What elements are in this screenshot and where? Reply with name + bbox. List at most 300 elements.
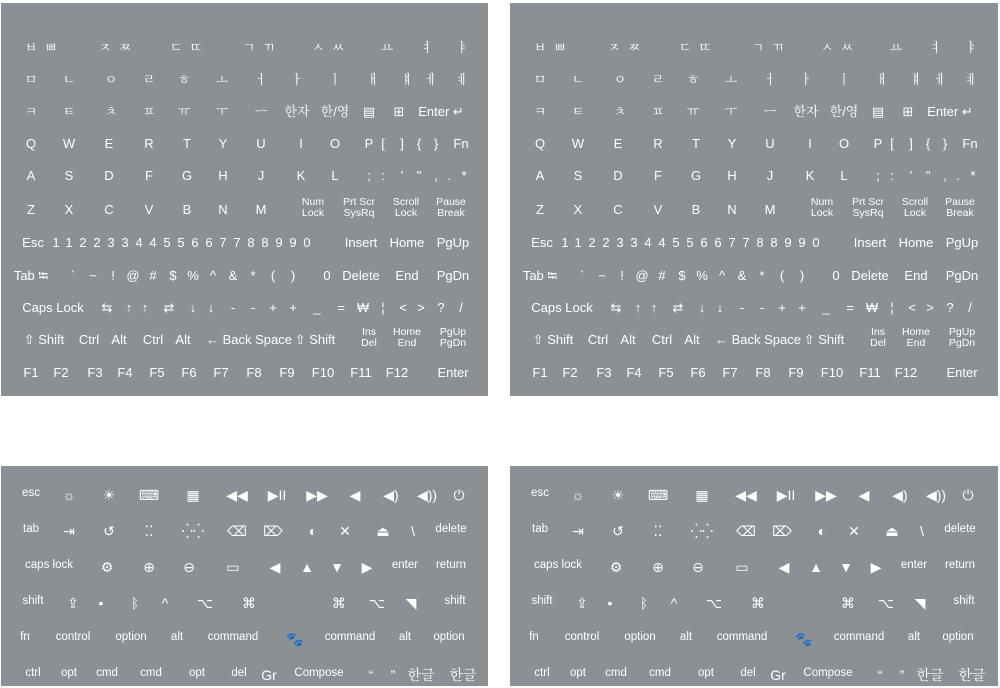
key-label: - <box>230 300 236 315</box>
key-label: ^ <box>718 268 726 283</box>
key-label: 5 <box>177 235 185 250</box>
key-label: ⌫ <box>227 523 247 539</box>
key-label: ㅃ <box>553 40 567 55</box>
key-label: ⇥ <box>63 523 75 539</box>
key-label: Alt <box>684 332 700 347</box>
key-label: ㅕ <box>420 40 434 55</box>
key-label: . <box>956 168 960 183</box>
key-label: del <box>740 667 756 679</box>
key-label: ; <box>367 168 371 183</box>
key-label: C <box>613 202 623 217</box>
key-label: 한글 <box>407 667 435 683</box>
key-label: X <box>64 202 74 217</box>
key-label: Home <box>389 235 425 250</box>
key-label: 8 <box>770 235 778 250</box>
key-label: ㅂ <box>24 40 38 55</box>
key-label: Ins Del <box>361 326 377 349</box>
key-label: ㅜ <box>724 104 738 119</box>
key-label: , <box>943 168 947 183</box>
key-label: ㅔ <box>424 72 438 87</box>
key-label: ▶▶ <box>815 487 837 503</box>
key-label: ⌨ <box>647 487 669 503</box>
key-label: ◀ <box>778 559 790 575</box>
key-label: F10 <box>311 365 335 380</box>
key-label: * <box>461 168 467 183</box>
key-label: 한/영 <box>320 104 350 119</box>
key-label: ) <box>290 268 296 283</box>
key-label: 9 <box>798 235 806 250</box>
key-label: opt <box>61 667 77 679</box>
key-label: ㅗ <box>215 72 229 87</box>
key-label: ㅈ <box>98 40 112 55</box>
key-label: ⌘ <box>332 595 346 611</box>
key-label: / <box>459 300 463 315</box>
key-label: ◀◀ <box>226 487 248 503</box>
key-label: ㅡ <box>763 104 777 119</box>
key-label: ` <box>70 268 76 283</box>
key-label: ⇧ Shift <box>803 332 845 347</box>
sticker-sheet-bottom-right <box>510 466 998 686</box>
key-label: F3 <box>596 365 612 380</box>
key-label: 한자 <box>793 104 819 119</box>
key-label: ▤ <box>871 104 885 119</box>
key-label: G <box>690 168 702 183</box>
key-label: delete <box>435 523 467 535</box>
key-label: ” <box>899 667 905 683</box>
key-label: tab <box>532 523 548 535</box>
key-label: Insert <box>344 235 378 250</box>
key-label: fn <box>20 631 30 643</box>
key-label: Pause Break <box>436 196 466 219</box>
key-label: 2 <box>602 235 610 250</box>
key-label: 2 <box>79 235 87 250</box>
key-label: ㄴ <box>571 72 585 87</box>
key-label: ctrl <box>25 667 41 679</box>
key-label: shift <box>531 595 553 607</box>
key-label: S <box>64 168 74 183</box>
key-label: Z <box>536 202 544 217</box>
key-label: 3 <box>630 235 638 250</box>
key-label: Q <box>534 136 546 151</box>
key-label: Alt <box>620 332 636 347</box>
key-label: Gr <box>261 667 277 683</box>
key-label: F8 <box>755 365 771 380</box>
key-label: F12 <box>894 365 918 380</box>
key-label: End <box>395 268 419 283</box>
key-label: Home <box>898 235 934 250</box>
key-label: @ <box>126 268 140 283</box>
key-label: ◀) <box>892 487 908 503</box>
key-label: ▭ <box>226 559 240 575</box>
key-label: K <box>296 168 306 183</box>
key-label: 1 <box>65 235 73 250</box>
key-label: ㄲ <box>771 40 785 55</box>
key-label: alt <box>679 631 693 643</box>
key-label: Enter ↵ <box>418 104 464 119</box>
key-label: F6 <box>690 365 706 380</box>
key-label: F9 <box>788 365 804 380</box>
key-label: ㅠ <box>177 104 191 119</box>
key-label: alt <box>170 631 184 643</box>
key-label: ^ <box>209 268 217 283</box>
key-label: ⌘ <box>242 595 256 611</box>
key-label: ↑ <box>141 300 149 315</box>
key-label: ! <box>620 268 624 283</box>
key-label: V <box>653 202 663 217</box>
key-label: ← Back Space <box>715 332 801 347</box>
key-label: ⇄ <box>163 300 175 315</box>
key-label: ↓ <box>698 300 706 315</box>
key-label: 5 <box>686 235 694 250</box>
key-label: ㅒ <box>400 72 414 87</box>
key-label: F1 <box>532 365 548 380</box>
key-label: > <box>417 300 425 315</box>
key-label: command <box>207 631 259 643</box>
key-label: . <box>447 168 451 183</box>
key-label: ▶ <box>870 559 882 575</box>
key-label: Caps Lock <box>22 300 84 315</box>
key-label: " <box>925 168 931 183</box>
key-label: ] <box>400 136 404 151</box>
key-label: command <box>716 631 768 643</box>
key-label: + <box>269 300 277 315</box>
key-label: ⊕ <box>143 559 155 575</box>
key-label: cmd <box>605 667 627 679</box>
key-label: ᛒ <box>130 595 140 611</box>
key-label: Scroll Lock <box>901 196 929 219</box>
key-label: ㅣ <box>328 72 342 87</box>
key-label: PgUp <box>945 235 979 250</box>
key-label: D <box>104 168 114 183</box>
key-label: caps lock <box>534 559 582 571</box>
key-label: F4 <box>117 365 133 380</box>
key-label: cmd <box>96 667 118 679</box>
key-label: End <box>904 268 928 283</box>
key-label: ctrl <box>534 667 550 679</box>
key-label: P <box>364 136 374 151</box>
key-label: @ <box>635 268 649 283</box>
key-label: Y <box>218 136 228 151</box>
key-label: M <box>255 202 267 217</box>
key-label: < <box>908 300 916 315</box>
key-label: ㅐ <box>875 72 889 87</box>
key-label: = <box>846 300 854 315</box>
key-label: : <box>890 168 894 183</box>
key-label: + <box>778 300 786 315</box>
key-label: “ <box>368 667 374 683</box>
key-label: ▲ <box>809 559 823 575</box>
key-label: F11 <box>350 365 372 380</box>
key-label: F5 <box>658 365 674 380</box>
key-label: ☀ <box>611 487 625 503</box>
key-label: ⏻ <box>453 487 465 503</box>
key-label: 5 <box>163 235 171 250</box>
key-label: # <box>149 268 157 283</box>
key-label: , <box>434 168 438 183</box>
key-label: F3 <box>87 365 103 380</box>
key-label: ~ <box>598 268 606 283</box>
key-label: ⚙ <box>100 559 114 575</box>
key-label: Ctrl <box>78 332 100 347</box>
key-label: R <box>144 136 154 151</box>
key-label: 1 <box>574 235 582 250</box>
key-label: ㅌ <box>571 104 585 119</box>
key-label: $ <box>169 268 177 283</box>
key-label: % <box>696 268 708 283</box>
key-label: ⊕ <box>652 559 664 575</box>
key-label: + <box>289 300 297 315</box>
key-label: ↑ <box>650 300 658 315</box>
key-label: ◥ <box>914 595 926 611</box>
key-label: ▶ <box>361 559 373 575</box>
key-label: ㄷ <box>678 40 692 55</box>
key-label: ▶▶ <box>306 487 328 503</box>
key-label: M <box>764 202 776 217</box>
key-label: shift <box>953 595 975 607</box>
key-label: ₩ <box>865 300 879 315</box>
key-label: Ctrl <box>651 332 673 347</box>
key-label: - <box>759 300 765 315</box>
key-label: Ctrl <box>587 332 609 347</box>
key-label: ⇥ <box>572 523 584 539</box>
key-label: ㅃ <box>44 40 58 55</box>
key-label: esc <box>531 487 549 499</box>
key-label: ㅎ <box>686 72 700 87</box>
key-label: ▦ <box>186 487 200 503</box>
key-label: ㅂ <box>533 40 547 55</box>
key-label: % <box>187 268 199 283</box>
key-label: ] <box>909 136 913 151</box>
key-label: ⊞ <box>902 104 914 119</box>
key-label: Num Lock <box>810 196 834 219</box>
key-label: ` <box>579 268 585 283</box>
key-label: ㅏ <box>799 72 813 87</box>
key-label: 7 <box>233 235 241 250</box>
key-label: ; <box>876 168 880 183</box>
key-label: 9 <box>784 235 792 250</box>
key-label: L <box>840 168 848 183</box>
key-label: ▶II <box>776 487 796 503</box>
key-label: ㄴ <box>62 72 76 87</box>
key-label: F1 <box>23 365 39 380</box>
key-label: 0 <box>303 235 311 250</box>
key-label: ⌦ <box>772 523 792 539</box>
key-label: ⌨ <box>138 487 160 503</box>
key-label: ㅁ <box>533 72 547 87</box>
key-label: ㅋ <box>24 104 38 119</box>
key-label: opt <box>570 667 586 679</box>
key-label: F9 <box>279 365 295 380</box>
key-label: ⌘ <box>751 595 765 611</box>
key-label: # <box>658 268 666 283</box>
key-label: [ <box>381 136 385 151</box>
key-label: fn <box>529 631 539 643</box>
key-label: ㅊ <box>104 104 118 119</box>
key-label: F6 <box>181 365 197 380</box>
key-label: ㅍ <box>651 104 665 119</box>
key-label: ㄹ <box>651 72 665 87</box>
key-label: 7 <box>728 235 736 250</box>
key-label: " <box>416 168 422 183</box>
key-label: [ <box>890 136 894 151</box>
key-label: option <box>433 631 465 643</box>
key-label: ㅡ <box>254 104 268 119</box>
key-label: * <box>970 168 976 183</box>
key-label: ¦ <box>381 300 385 315</box>
key-label: Delete <box>851 268 889 283</box>
key-label: control <box>564 631 600 643</box>
key-label: Enter <box>437 365 469 380</box>
key-label: = <box>337 300 345 315</box>
key-label: ¦ <box>890 300 894 315</box>
key-label: ⊖ <box>183 559 195 575</box>
key-label: 4 <box>658 235 666 250</box>
key-label: ~ <box>89 268 97 283</box>
key-label: 2 <box>93 235 101 250</box>
key-label: ⇪ <box>67 595 79 611</box>
key-label: T <box>692 136 700 151</box>
key-label: “ <box>877 667 883 683</box>
key-label: & <box>737 268 747 283</box>
key-label: option <box>942 631 974 643</box>
key-label: W <box>62 136 76 151</box>
key-label: command <box>833 631 885 643</box>
key-label: return <box>435 559 467 571</box>
key-label: _ <box>822 300 830 315</box>
key-label: ㅉ <box>627 40 641 55</box>
key-label: 한/영 <box>829 104 859 119</box>
key-label: 4 <box>644 235 652 250</box>
key-label: ⏏ <box>376 523 390 539</box>
key-label: F7 <box>722 365 738 380</box>
key-label: F2 <box>562 365 578 380</box>
key-label: - <box>739 300 745 315</box>
key-label: • <box>98 595 104 611</box>
key-label: ◀ <box>269 559 281 575</box>
key-label: } <box>433 136 439 151</box>
key-label: ↓ <box>716 300 724 315</box>
key-label: ) <box>799 268 805 283</box>
key-label: S <box>573 168 583 183</box>
key-label: ㅜ <box>215 104 229 119</box>
key-label: Caps Lock <box>531 300 593 315</box>
key-label: enter <box>900 559 928 571</box>
key-label: ㅇ <box>104 72 118 87</box>
key-label: X <box>573 202 583 217</box>
key-label: • <box>607 595 613 611</box>
key-label: shift <box>22 595 44 607</box>
key-label: ? <box>437 300 445 315</box>
key-label: ㅛ <box>889 40 903 55</box>
key-label: : <box>381 168 385 183</box>
key-label: 7 <box>219 235 227 250</box>
key-label: < <box>399 300 407 315</box>
key-label: ⇪ <box>576 595 588 611</box>
key-label: K <box>805 168 815 183</box>
key-label: > <box>926 300 934 315</box>
key-label: ⊖ <box>692 559 704 575</box>
key-label: 한글 <box>449 667 477 683</box>
key-label: esc <box>22 487 40 499</box>
key-label: ☀ <box>102 487 116 503</box>
key-label: A <box>26 168 36 183</box>
key-label: alt <box>398 631 412 643</box>
key-label: cmd <box>140 667 162 679</box>
sticker-sheet-top-right <box>510 3 998 396</box>
key-label: F12 <box>385 365 409 380</box>
key-label: F <box>654 168 662 183</box>
key-label: 0 <box>812 235 820 250</box>
key-label: ◀ <box>349 487 361 503</box>
key-label: E <box>104 136 114 151</box>
key-label: ㅆ <box>331 40 345 55</box>
key-label: ⇄ <box>672 300 684 315</box>
sticker-sheet-top-left <box>1 3 488 396</box>
key-label: ㅛ <box>380 40 394 55</box>
key-label: ✕ <box>339 523 351 539</box>
key-label: ⌥ <box>705 595 723 611</box>
key-label: ▲ <box>300 559 314 575</box>
key-label: 9 <box>275 235 283 250</box>
key-label: ⌥ <box>368 595 386 611</box>
key-label: caps lock <box>25 559 73 571</box>
key-label: ⚙ <box>609 559 623 575</box>
key-label: N <box>727 202 737 217</box>
key-label: N <box>218 202 228 217</box>
key-label: option <box>624 631 656 643</box>
key-label: 한글 <box>916 667 944 683</box>
key-label: ㅊ <box>613 104 627 119</box>
key-label: B <box>182 202 192 217</box>
key-label: Prt Scr SysRq <box>342 196 376 219</box>
key-label: Ins Del <box>870 326 886 349</box>
key-label: ᛒ <box>639 595 649 611</box>
key-label: J <box>766 168 774 183</box>
key-label: ㅎ <box>177 72 191 87</box>
key-label: ( <box>779 268 785 283</box>
key-label: ↓ <box>189 300 197 315</box>
key-label: ⌥ <box>877 595 895 611</box>
key-label: ↺ <box>103 523 115 539</box>
key-label: Prt Scr SysRq <box>851 196 885 219</box>
key-label: F11 <box>859 365 881 380</box>
key-label: ☼ <box>62 487 76 503</box>
key-label: ◀) <box>383 487 399 503</box>
key-label: } <box>942 136 948 151</box>
key-label: ▼ <box>839 559 853 575</box>
key-label: ▶II <box>267 487 287 503</box>
key-label: ㅗ <box>724 72 738 87</box>
key-label: G <box>181 168 193 183</box>
key-label: ! <box>111 268 115 283</box>
key-label: \ <box>920 523 924 539</box>
key-label: E <box>613 136 623 151</box>
key-label: + <box>798 300 806 315</box>
key-label: 4 <box>149 235 157 250</box>
key-label: ㅐ <box>366 72 380 87</box>
key-label: ㄲ <box>262 40 276 55</box>
key-label: PgUp PgDn <box>948 326 976 349</box>
key-label: L <box>331 168 339 183</box>
key-label: ㅣ <box>837 72 851 87</box>
key-label: ◀ <box>858 487 870 503</box>
key-label: ⁚⁚ <box>144 523 154 539</box>
key-label: 1 <box>561 235 569 250</box>
key-label: ㅍ <box>142 104 156 119</box>
key-label: 0 <box>832 268 840 283</box>
key-label: F <box>145 168 153 183</box>
key-label: Fn <box>962 136 978 151</box>
